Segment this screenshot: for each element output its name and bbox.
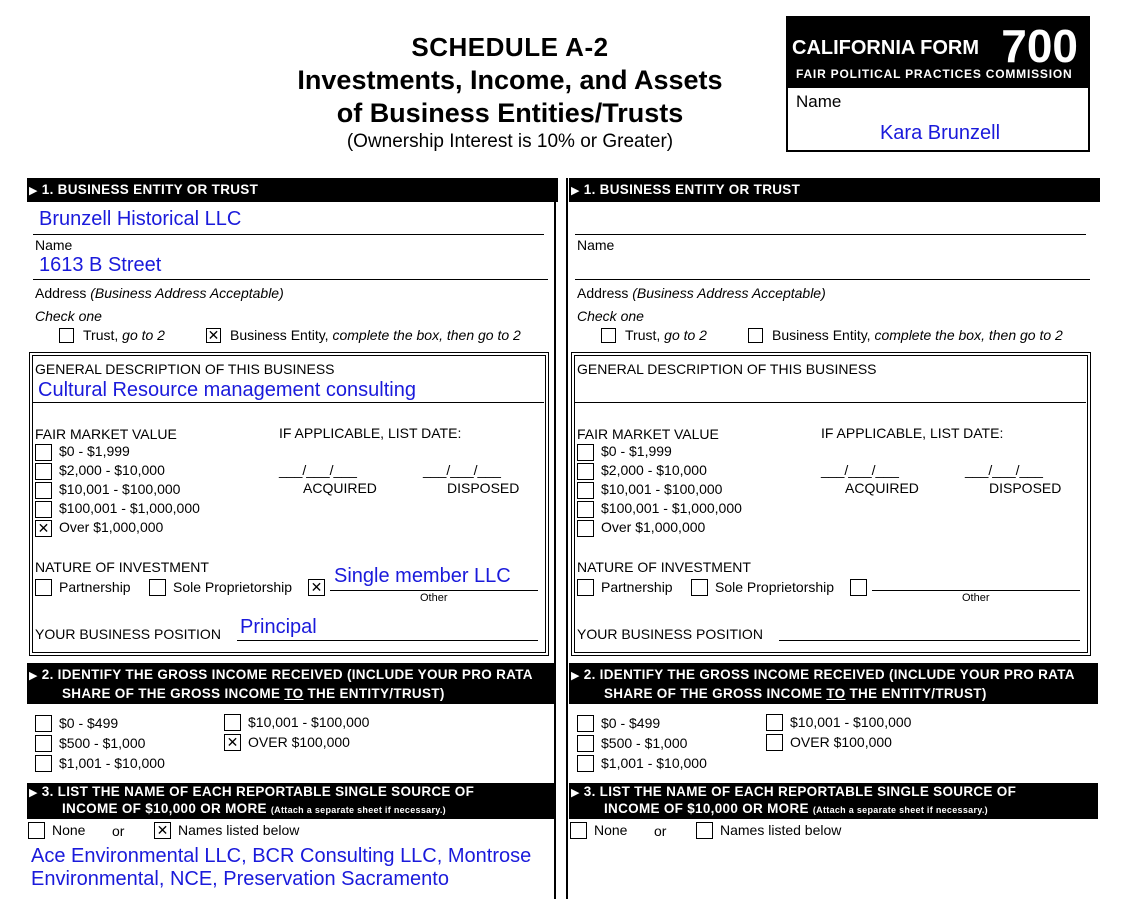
acquired-date-field[interactable]: ___/___/___	[279, 462, 357, 478]
other-field[interactable]: Single member LLC	[334, 565, 511, 587]
fair-market-value-label: FAIR MARKET VALUE	[577, 426, 719, 442]
address-field[interactable]: 1613 B Street	[39, 254, 162, 276]
acquired-date-field[interactable]: ___/___/___	[821, 462, 899, 478]
name-label: Name	[577, 237, 615, 253]
trust-label: Trust, go to 2	[625, 327, 707, 343]
fmv-checkbox[interactable]	[35, 482, 52, 499]
business-position-label: YOUR BUSINESS POSITION	[35, 626, 221, 642]
nature-of-investment-label: NATURE OF INVESTMENT	[577, 559, 751, 575]
fmv-checkbox[interactable]	[577, 501, 594, 518]
income-checkbox[interactable]	[577, 755, 594, 772]
or-label: or	[654, 823, 667, 839]
income-option-label: $1,001 - $10,000	[601, 755, 707, 771]
address-line	[575, 279, 1090, 280]
california-form-label: CALIFORNIA FORM	[792, 37, 980, 59]
address-label: Address (Business Address Acceptable)	[35, 285, 284, 301]
names-listed-checkbox[interactable]	[696, 822, 713, 839]
fmv-option-label: $100,001 - $1,000,000	[59, 500, 200, 516]
business-position-field[interactable]: Principal	[240, 616, 317, 638]
disposed-label: DISPOSED	[447, 480, 520, 496]
fmv-option-label: $10,001 - $100,000	[59, 481, 181, 497]
other-line	[872, 590, 1080, 591]
none-checkbox[interactable]	[28, 822, 45, 839]
general-description-label: GENERAL DESCRIPTION OF THIS BUSINESS	[577, 361, 877, 377]
nature-of-investment-label: NATURE OF INVESTMENT	[35, 559, 209, 575]
none-checkbox[interactable]	[570, 822, 587, 839]
business-position-line	[779, 640, 1080, 641]
entity-name-field[interactable]: Brunzell Historical LLC	[39, 208, 242, 230]
check-one-label: Check one	[35, 308, 102, 324]
address-label: Address (Business Address Acceptable)	[577, 285, 826, 301]
income-option-label: $500 - $1,000	[601, 735, 688, 751]
entity-name-line	[33, 234, 544, 235]
page-subtitle: (Ownership Interest is 10% or Greater)	[346, 131, 674, 152]
income-checkbox[interactable]	[766, 734, 783, 751]
sole-proprietorship-checkbox[interactable]	[149, 579, 166, 596]
description-field[interactable]: Cultural Resource management consulting	[38, 379, 416, 401]
schedule-title: SCHEDULE A-2	[411, 32, 609, 62]
trust-checkbox[interactable]	[59, 328, 74, 343]
business-entity-label: Business Entity, complete the box, then go to 2	[772, 327, 1063, 343]
trust-label: Trust, go to 2	[83, 327, 165, 343]
fmv-option-label: $0 - $1,999	[601, 443, 672, 459]
entity-name-line	[575, 234, 1086, 235]
business-position-line	[237, 640, 538, 641]
income-checkbox[interactable]	[35, 735, 52, 752]
fmv-option-label: $100,001 - $1,000,000	[601, 500, 742, 516]
address-line	[33, 279, 548, 280]
income-checkbox[interactable]	[577, 735, 594, 752]
filer-name-field[interactable]: Kara Brunzell	[879, 122, 1001, 144]
check-one-label: Check one	[577, 308, 644, 324]
income-option-label: $1,001 - $10,000	[59, 755, 165, 771]
fmv-option-label: $2,000 - $10,000	[59, 462, 165, 478]
other-line	[330, 590, 538, 591]
fmv-option-label: Over $1,000,000	[59, 519, 164, 535]
section3-header: ▶ 3. LIST THE NAME OF EACH REPORTABLE SINGLE SOURCE OF INCOME OF $10,000 OR MORE (Attach a separate sheet if necessary.)	[569, 783, 1098, 819]
fmv-option-label: $0 - $1,999	[59, 443, 130, 459]
section1-header: ▶ 1. BUSINESS ENTITY OR TRUST	[27, 178, 558, 202]
names-listed-label: Names listed below	[720, 822, 842, 838]
fmv-checkbox[interactable]	[35, 463, 52, 480]
other-checkbox[interactable]	[850, 579, 867, 596]
trust-checkbox[interactable]	[601, 328, 616, 343]
description-line	[574, 402, 1086, 403]
income-option-label: OVER $100,000	[790, 734, 892, 750]
names-listed-label: Names listed below	[178, 822, 300, 838]
none-label: None	[52, 822, 86, 838]
other-label: Other	[962, 592, 990, 604]
fmv-option-label: Over $1,000,000	[601, 519, 706, 535]
acquired-label: ACQUIRED	[845, 480, 919, 496]
income-option-label: $10,001 - $100,000	[248, 714, 370, 730]
description-line	[32, 402, 544, 403]
page-title-line1: Investments, Income, and Assets	[297, 65, 723, 95]
fmv-checkbox[interactable]	[577, 444, 594, 461]
fmv-checkbox[interactable]: ✕	[35, 520, 52, 537]
income-option-label: $0 - $499	[601, 715, 661, 731]
commission-label: FAIR POLITICAL PRACTICES COMMISSION	[796, 67, 1073, 81]
fmv-checkbox[interactable]	[35, 444, 52, 461]
income-sources-line2[interactable]: Environmental, NCE, Preservation Sacramento	[31, 868, 449, 890]
business-position-label: YOUR BUSINESS POSITION	[577, 626, 763, 642]
section2-header: ▶ 2. IDENTIFY THE GROSS INCOME RECEIVED (INCLUDE YOUR PRO RATA SHARE OF THE GROSS INCOME TO THE ENTITY/TRUST)	[569, 663, 1098, 704]
fmv-checkbox[interactable]	[577, 463, 594, 480]
income-checkbox[interactable]	[224, 714, 241, 731]
filer-name-label: Name	[796, 92, 842, 111]
none-label: None	[594, 822, 628, 838]
right-entity-column	[569, 0, 1114, 899]
form-number: 700	[1001, 20, 1078, 72]
acquired-label: ACQUIRED	[303, 480, 377, 496]
disposed-label: DISPOSED	[989, 480, 1062, 496]
section3-header: ▶ 3. LIST THE NAME OF EACH REPORTABLE SINGLE SOURCE OF INCOME OF $10,000 OR MORE (Attach a separate sheet if necessary.)	[27, 783, 556, 819]
sole-proprietorship-label: Sole Proprietorship	[173, 579, 293, 595]
income-option-label: OVER $100,000	[248, 734, 350, 750]
fmv-checkbox[interactable]	[35, 501, 52, 518]
other-checkbox[interactable]: ✕	[308, 579, 325, 596]
business-entity-label: Business Entity, complete the box, then go to 2	[230, 327, 521, 343]
sole-proprietorship-label: Sole Proprietorship	[715, 579, 835, 595]
name-label: Name	[35, 237, 73, 253]
or-label: or	[112, 823, 125, 839]
fair-market-value-label: FAIR MARKET VALUE	[35, 426, 177, 442]
section2-header: ▶ 2. IDENTIFY THE GROSS INCOME RECEIVED (INCLUDE YOUR PRO RATA SHARE OF THE GROSS INCOME TO THE ENTITY/TRUST)	[27, 663, 556, 704]
income-checkbox[interactable]: ✕	[224, 734, 241, 751]
income-checkbox[interactable]	[766, 714, 783, 731]
fmv-checkbox[interactable]	[577, 482, 594, 499]
income-checkbox[interactable]	[35, 715, 52, 732]
left-entity-column	[27, 0, 572, 899]
income-checkbox[interactable]	[577, 715, 594, 732]
income-option-label: $500 - $1,000	[59, 735, 146, 751]
partnership-checkbox[interactable]	[577, 579, 594, 596]
income-option-label: $10,001 - $100,000	[790, 714, 912, 730]
if-applicable-label: IF APPLICABLE, LIST DATE:	[279, 425, 462, 441]
section1-header: ▶ 1. BUSINESS ENTITY OR TRUST	[569, 178, 1100, 202]
sole-proprietorship-checkbox[interactable]	[691, 579, 708, 596]
other-label: Other	[420, 592, 448, 604]
fmv-option-label: $2,000 - $10,000	[601, 462, 707, 478]
names-listed-checkbox[interactable]: ✕	[154, 822, 171, 839]
partnership-label: Partnership	[601, 579, 673, 595]
disposed-date-field[interactable]: ___/___/___	[965, 462, 1043, 478]
business-entity-checkbox[interactable]: ✕	[207, 328, 220, 344]
income-sources-line1[interactable]: Ace Environmental LLC, BCR Consulting LLC, Montrose	[31, 845, 532, 867]
business-entity-checkbox[interactable]	[748, 328, 763, 343]
general-description-label: GENERAL DESCRIPTION OF THIS BUSINESS	[35, 361, 335, 377]
if-applicable-label: IF APPLICABLE, LIST DATE:	[821, 425, 1004, 441]
fmv-option-label: $10,001 - $100,000	[601, 481, 723, 497]
income-option-label: $0 - $499	[59, 715, 119, 731]
income-checkbox[interactable]	[35, 755, 52, 772]
page-title-line2: of Business Entities/Trusts	[336, 98, 684, 128]
partnership-label: Partnership	[59, 579, 131, 595]
fmv-checkbox[interactable]	[577, 520, 594, 537]
partnership-checkbox[interactable]	[35, 579, 52, 596]
disposed-date-field[interactable]: ___/___/___	[423, 462, 501, 478]
